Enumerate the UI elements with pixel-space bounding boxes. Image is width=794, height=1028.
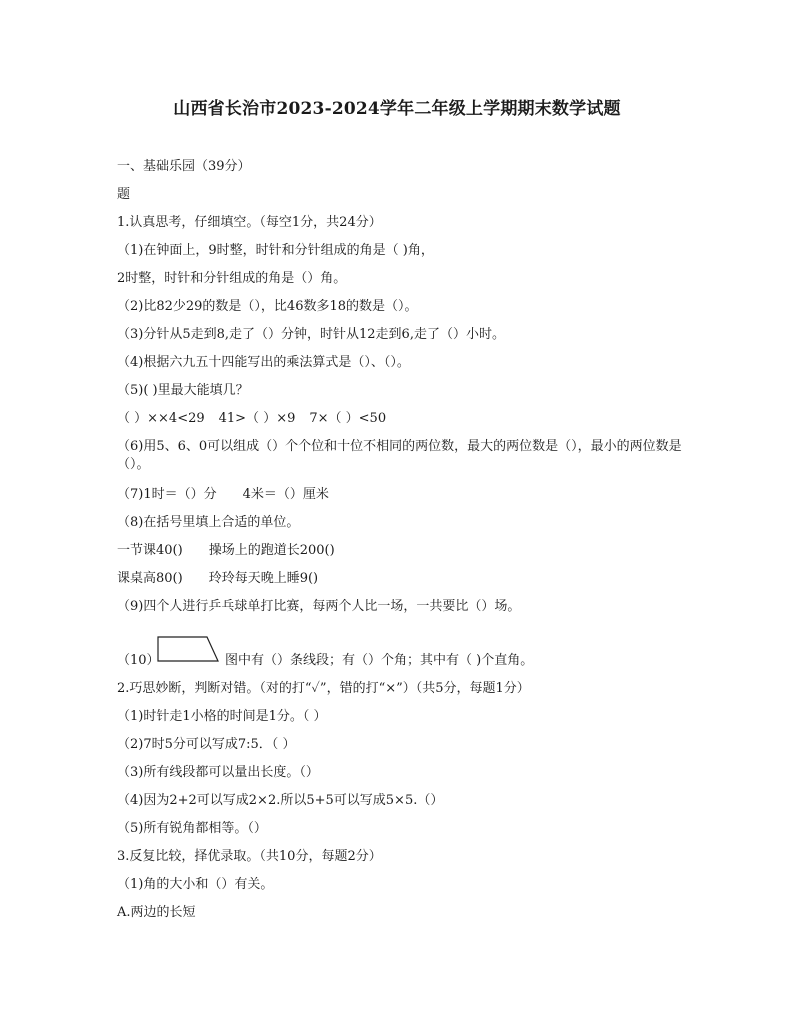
question-3-1: （1)角的大小和（）有关。 — [117, 877, 274, 892]
question-1-7-item-a: （7)1时＝（）分 — [117, 487, 217, 502]
question-1-5-item-a: （ ）××4<29 — [117, 411, 205, 426]
question-2-1: （1)时针走1小格的时间是1分。（ ） — [117, 709, 327, 724]
question-1-2: （2)比82少29的数是（），比46数多18的数是（）。 — [117, 299, 418, 314]
question-1-8-item-d: 玲玲每天晚上睡9() — [208, 571, 319, 586]
section-subtitle: 题 — [117, 187, 131, 202]
section-heading: 一、基础乐园（39分） — [117, 159, 251, 174]
question-1-1-line-b: 2时整，时针和分针组成的角是（）角。 — [117, 271, 347, 286]
question-2-3: （3)所有线段都可以量出长度。（） — [117, 765, 319, 780]
question-1-7 — [117, 486, 329, 504]
question-1-5-item-c: 7×（ ）<50 — [309, 411, 387, 426]
question-2-5: （5)所有锐角都相等。（） — [117, 821, 267, 836]
question-1-1-line-a: （1)在钟面上，9时整，时针和分针组成的角是（ )角， — [117, 243, 434, 258]
question-1-heading: 1.认真思考，仔细填空。（每空1分，共24分） — [117, 215, 382, 230]
question-1-7-item-b: 4米＝（）厘米 — [242, 487, 329, 502]
question-1-10-text: 图中有（）条线段；有（）个角；其中有（ )个直角。 — [225, 653, 534, 668]
question-1-5: （5)( )里最大能填几？ — [117, 383, 249, 398]
question-3-heading: 3.反复比较，择优录取。（共10分，每题2分） — [117, 849, 382, 864]
question-1-9: （9)四个人进行乒乓球单打比赛，每两个人比一场，一共要比（）场。 — [117, 599, 521, 614]
question-2-4: （4)因为2+2可以写成2×2.所以5+5可以写成5×5.（） — [117, 793, 444, 808]
question-1-10-label: （10） — [117, 653, 160, 668]
question-1-8-row-2 — [117, 570, 318, 588]
question-1-5-item-b: 41>（ ）×9 — [218, 411, 296, 426]
question-2-heading: 2.巧思妙断，判断对错。（对的打“✓”，错的打“×”）（共5分，每题1分） — [117, 681, 530, 696]
question-1-5-items — [117, 410, 386, 428]
question-1-3: （3)分针从5走到8,走了（）分钟，时针从12走到6,走了（）小时。 — [117, 327, 505, 342]
question-1-8-item-a: 一节课40() — [117, 543, 183, 558]
question-1-8-item-c: 课桌高80() — [117, 571, 183, 586]
question-1-8-row-1 — [117, 542, 335, 560]
question-1-8-item-b: 操场上的跑道长200() — [208, 543, 335, 558]
question-1-8: （8)在括号里填上合适的单位。 — [117, 515, 300, 530]
question-3-1-option-a: A.两边的长短 — [117, 905, 196, 920]
question-2-2: （2)7时5分可以写成7:5．（ ） — [117, 737, 296, 752]
question-1-4: （4)根据六九五十四能写出的乘法算式是（）、（）。 — [117, 355, 410, 370]
question-1-6: （6)用5、6、0可以组成（）个个位和十位不相同的两位数，最大的两位数是（），最小的两位数是（）。 — [117, 439, 682, 472]
trapezoid-figure — [157, 636, 219, 662]
page-title: 山西省长治市2023-2024学年二年级上学期期末数学试题 — [173, 99, 621, 119]
